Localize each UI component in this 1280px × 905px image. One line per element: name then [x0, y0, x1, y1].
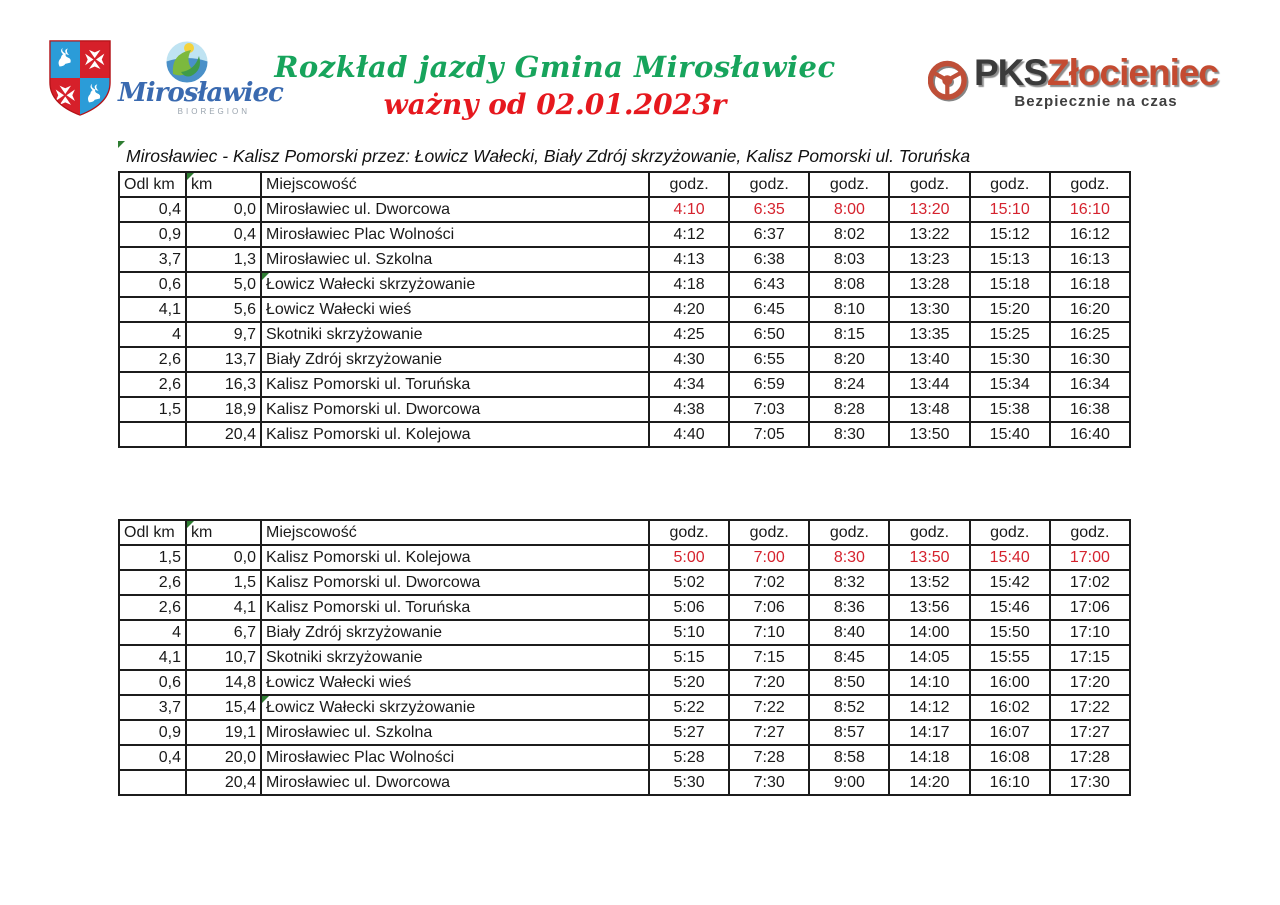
distance-cell: 4 — [119, 620, 186, 645]
stop-name-cell: Kalisz Pomorski ul. Kolejowa — [261, 422, 649, 447]
time-cell: 13:28 — [889, 272, 969, 297]
time-cell: 8:02 — [809, 222, 889, 247]
table-row — [119, 570, 1130, 595]
time-cell: 17:22 — [1050, 695, 1130, 720]
column-header-godz-5: godz. — [970, 172, 1050, 197]
time-cell: 17:15 — [1050, 645, 1130, 670]
km-cell: 9,7 — [186, 322, 261, 347]
time-cell: 4:10 — [649, 197, 729, 222]
time-cell: 7:30 — [729, 770, 809, 795]
stop-name-cell: Mirosławiec ul. Dworcowa — [261, 197, 649, 222]
time-cell: 13:44 — [889, 372, 969, 397]
time-cell: 8:58 — [809, 745, 889, 770]
table-row — [119, 720, 1130, 745]
distance-cell: 2,6 — [119, 372, 186, 397]
timetable-outbound — [118, 171, 1131, 448]
km-cell: 20,4 — [186, 770, 261, 795]
distance-cell: 1,5 — [119, 545, 186, 570]
time-cell: 16:34 — [1050, 372, 1130, 397]
stop-name-cell: Łowicz Wałecki wieś — [261, 297, 649, 322]
stop-name-cell: Kalisz Pomorski ul. Dworcowa — [261, 397, 649, 422]
time-cell: 13:22 — [889, 222, 969, 247]
stop-name-cell: Mirosławiec ul. Dworcowa — [261, 770, 649, 795]
column-header-godz-3: godz. — [809, 520, 889, 545]
distance-cell: 3,7 — [119, 247, 186, 272]
distance-cell: 0,4 — [119, 745, 186, 770]
distance-cell — [119, 422, 186, 447]
time-cell: 8:45 — [809, 645, 889, 670]
time-cell: 15:40 — [970, 545, 1050, 570]
distance-cell: 4 — [119, 322, 186, 347]
time-cell: 7:15 — [729, 645, 809, 670]
comment-marker-icon — [187, 521, 194, 528]
time-cell: 8:03 — [809, 247, 889, 272]
distance-cell: 0,9 — [119, 222, 186, 247]
distance-cell — [119, 770, 186, 795]
time-cell: 4:30 — [649, 347, 729, 372]
time-cell: 16:18 — [1050, 272, 1130, 297]
column-header-km: km — [186, 520, 261, 545]
distance-cell: 4,1 — [119, 645, 186, 670]
distance-cell: 3,7 — [119, 695, 186, 720]
time-cell: 17:27 — [1050, 720, 1130, 745]
stop-name-cell: Kalisz Pomorski ul. Toruńska — [261, 595, 649, 620]
time-cell: 4:25 — [649, 322, 729, 347]
time-cell: 4:18 — [649, 272, 729, 297]
table-row — [119, 670, 1130, 695]
time-cell: 16:38 — [1050, 397, 1130, 422]
time-cell: 17:06 — [1050, 595, 1130, 620]
pks-zlocieniec-logo — [928, 44, 1218, 120]
km-cell: 1,5 — [186, 570, 261, 595]
pks-brand-part2: Złocieniec — [1047, 52, 1218, 93]
time-cell: 15:13 — [970, 247, 1050, 272]
time-cell: 8:10 — [809, 297, 889, 322]
table-row — [119, 197, 1130, 222]
time-cell: 15:34 — [970, 372, 1050, 397]
distance-cell: 4,1 — [119, 297, 186, 322]
table-row — [119, 347, 1130, 372]
km-cell: 15,4 — [186, 695, 261, 720]
time-cell: 16:25 — [1050, 322, 1130, 347]
distance-cell: 0,4 — [119, 197, 186, 222]
time-cell: 8:40 — [809, 620, 889, 645]
column-header-godz-6: godz. — [1050, 172, 1130, 197]
time-cell: 14:20 — [889, 770, 969, 795]
stop-name-cell: Biały Zdrój skrzyżowanie — [261, 347, 649, 372]
time-cell: 5:30 — [649, 770, 729, 795]
pks-brand — [974, 54, 1218, 91]
distance-cell: 1,5 — [119, 397, 186, 422]
time-cell: 4:12 — [649, 222, 729, 247]
time-cell: 17:10 — [1050, 620, 1130, 645]
time-cell: 15:46 — [970, 595, 1050, 620]
table-row — [119, 695, 1130, 720]
time-cell: 8:30 — [809, 545, 889, 570]
time-cell: 15:18 — [970, 272, 1050, 297]
stop-name-cell: Mirosławiec ul. Szkolna — [261, 247, 649, 272]
time-cell: 5:00 — [649, 545, 729, 570]
table-row — [119, 645, 1130, 670]
time-cell: 7:00 — [729, 545, 809, 570]
time-cell: 6:59 — [729, 372, 809, 397]
time-cell: 7:10 — [729, 620, 809, 645]
time-cell: 15:40 — [970, 422, 1050, 447]
time-cell: 16:08 — [970, 745, 1050, 770]
table-row — [119, 297, 1130, 322]
title-line2: ważny od 02.01.2023r — [383, 88, 727, 121]
time-cell: 4:34 — [649, 372, 729, 397]
time-cell: 14:18 — [889, 745, 969, 770]
time-cell: 13:20 — [889, 197, 969, 222]
time-cell: 8:00 — [809, 197, 889, 222]
route-subtitle-text: Mirosławiec - Kalisz Pomorski przez: Łowicz Wałecki, Biały Zdrój skrzyżowanie, Kalisz Pomorski ul. Toruńska — [126, 146, 971, 166]
time-cell: 5:10 — [649, 620, 729, 645]
time-cell: 8:36 — [809, 595, 889, 620]
time-cell: 16:02 — [970, 695, 1050, 720]
time-cell: 13:23 — [889, 247, 969, 272]
km-cell: 0,0 — [186, 197, 261, 222]
miroslawiec-coat-of-arms-icon — [48, 38, 112, 118]
time-cell: 16:10 — [970, 770, 1050, 795]
time-cell: 5:28 — [649, 745, 729, 770]
column-header-godz-6: godz. — [1050, 520, 1130, 545]
time-cell: 13:52 — [889, 570, 969, 595]
table-row — [119, 222, 1130, 247]
time-cell: 8:57 — [809, 720, 889, 745]
time-cell: 14:17 — [889, 720, 969, 745]
table-row — [119, 620, 1130, 645]
time-cell: 15:10 — [970, 197, 1050, 222]
time-cell: 15:25 — [970, 322, 1050, 347]
time-cell: 13:35 — [889, 322, 969, 347]
stop-name-cell: Skotniki skrzyżowanie — [261, 645, 649, 670]
comment-marker-icon — [187, 173, 194, 180]
time-cell: 17:28 — [1050, 745, 1130, 770]
time-cell: 4:13 — [649, 247, 729, 272]
time-cell: 4:20 — [649, 297, 729, 322]
header-row — [119, 520, 1130, 545]
column-header-godz-5: godz. — [970, 520, 1050, 545]
time-cell: 16:30 — [1050, 347, 1130, 372]
time-cell: 16:40 — [1050, 422, 1130, 447]
time-cell: 7:20 — [729, 670, 809, 695]
time-cell: 17:00 — [1050, 545, 1130, 570]
time-cell: 7:06 — [729, 595, 809, 620]
column-header-km: km — [186, 172, 261, 197]
stop-name-cell: Mirosławiec Plac Wolności — [261, 222, 649, 247]
stop-name-cell: Kalisz Pomorski ul. Dworcowa — [261, 570, 649, 595]
time-cell: 15:12 — [970, 222, 1050, 247]
time-cell: 5:15 — [649, 645, 729, 670]
route-subtitle — [118, 141, 1078, 167]
time-cell: 15:50 — [970, 620, 1050, 645]
table-row — [119, 272, 1130, 297]
time-cell: 8:32 — [809, 570, 889, 595]
stop-name-cell: Mirosławiec Plac Wolności — [261, 745, 649, 770]
time-cell: 7:22 — [729, 695, 809, 720]
time-cell: 5:22 — [649, 695, 729, 720]
time-cell: 8:15 — [809, 322, 889, 347]
bioregion-logo — [118, 40, 283, 120]
km-cell: 13,7 — [186, 347, 261, 372]
km-cell: 0,0 — [186, 545, 261, 570]
time-cell: 8:52 — [809, 695, 889, 720]
column-header-godz-4: godz. — [889, 520, 969, 545]
table-row — [119, 247, 1130, 272]
column-header-miejscowosc: Miejscowość — [261, 172, 649, 197]
time-cell: 15:42 — [970, 570, 1050, 595]
column-header-godz-2: godz. — [729, 172, 809, 197]
time-cell: 6:50 — [729, 322, 809, 347]
km-cell: 10,7 — [186, 645, 261, 670]
time-cell: 16:20 — [1050, 297, 1130, 322]
column-header-miejscowosc: Miejscowość — [261, 520, 649, 545]
stop-name-cell: Łowicz Wałecki wieś — [261, 670, 649, 695]
time-cell: 7:27 — [729, 720, 809, 745]
time-cell: 8:28 — [809, 397, 889, 422]
time-cell: 7:28 — [729, 745, 809, 770]
km-cell: 4,1 — [186, 595, 261, 620]
km-cell: 5,0 — [186, 272, 261, 297]
distance-cell: 2,6 — [119, 570, 186, 595]
time-cell: 15:30 — [970, 347, 1050, 372]
time-cell: 13:50 — [889, 545, 969, 570]
time-cell: 5:06 — [649, 595, 729, 620]
distance-cell: 0,6 — [119, 272, 186, 297]
km-cell: 19,1 — [186, 720, 261, 745]
time-cell: 7:03 — [729, 397, 809, 422]
stop-name-cell: Kalisz Pomorski ul. Kolejowa — [261, 545, 649, 570]
time-cell: 8:24 — [809, 372, 889, 397]
column-header-odl-km: Odl km — [119, 520, 186, 545]
column-header-godz-4: godz. — [889, 172, 969, 197]
time-cell: 6:37 — [729, 222, 809, 247]
time-cell: 5:02 — [649, 570, 729, 595]
table-row — [119, 745, 1130, 770]
timetable-return — [118, 519, 1131, 796]
distance-cell: 2,6 — [119, 347, 186, 372]
time-cell: 5:20 — [649, 670, 729, 695]
km-cell: 1,3 — [186, 247, 261, 272]
table-row — [119, 422, 1130, 447]
stop-name-cell: Biały Zdrój skrzyżowanie — [261, 620, 649, 645]
km-cell: 6,7 — [186, 620, 261, 645]
distance-cell: 2,6 — [119, 595, 186, 620]
time-cell: 16:13 — [1050, 247, 1130, 272]
stop-name-cell: Łowicz Wałecki skrzyżowanie — [261, 272, 649, 297]
km-cell: 0,4 — [186, 222, 261, 247]
time-cell: 6:38 — [729, 247, 809, 272]
km-cell: 20,4 — [186, 422, 261, 447]
time-cell: 13:30 — [889, 297, 969, 322]
column-header-godz-3: godz. — [809, 172, 889, 197]
time-cell: 14:00 — [889, 620, 969, 645]
pks-tagline: Bezpiecznie na czas — [1014, 93, 1178, 110]
km-cell: 5,6 — [186, 297, 261, 322]
title-line1: Rozkład jazdy Gmina Mirosławiec — [274, 50, 836, 84]
time-cell: 16:10 — [1050, 197, 1130, 222]
time-cell: 14:10 — [889, 670, 969, 695]
table-row — [119, 322, 1130, 347]
time-cell: 8:08 — [809, 272, 889, 297]
table-row — [119, 545, 1130, 570]
time-cell: 9:00 — [809, 770, 889, 795]
km-cell: 16,3 — [186, 372, 261, 397]
time-cell: 17:02 — [1050, 570, 1130, 595]
time-cell: 14:12 — [889, 695, 969, 720]
time-cell: 17:20 — [1050, 670, 1130, 695]
table-row — [119, 770, 1130, 795]
comment-marker-icon — [262, 696, 269, 703]
table-row — [119, 595, 1130, 620]
distance-cell: 0,6 — [119, 670, 186, 695]
table-row — [119, 397, 1130, 422]
time-cell: 13:40 — [889, 347, 969, 372]
time-cell: 6:45 — [729, 297, 809, 322]
time-cell: 8:30 — [809, 422, 889, 447]
stop-name-cell: Skotniki skrzyżowanie — [261, 322, 649, 347]
time-cell: 6:43 — [729, 272, 809, 297]
bioregion-name: Mirosławiec — [118, 78, 283, 108]
time-cell: 7:02 — [729, 570, 809, 595]
stop-name-cell: Kalisz Pomorski ul. Toruńska — [261, 372, 649, 397]
time-cell: 8:50 — [809, 670, 889, 695]
bioregion-subtitle: BIOREGION — [177, 107, 250, 116]
time-cell: 6:55 — [729, 347, 809, 372]
column-header-odl-km: Odl km — [119, 172, 186, 197]
time-cell: 7:05 — [729, 422, 809, 447]
pks-brand-part1: PKS — [973, 52, 1048, 93]
stop-name-cell: Łowicz Wałecki skrzyżowanie — [261, 695, 649, 720]
table-row — [119, 372, 1130, 397]
time-cell: 16:00 — [970, 670, 1050, 695]
time-cell: 15:20 — [970, 297, 1050, 322]
time-cell: 14:05 — [889, 645, 969, 670]
column-header-godz-2: godz. — [729, 520, 809, 545]
time-cell: 4:40 — [649, 422, 729, 447]
km-cell: 18,9 — [186, 397, 261, 422]
time-cell: 13:50 — [889, 422, 969, 447]
comment-marker-icon — [118, 141, 125, 148]
header-row — [119, 172, 1130, 197]
time-cell: 17:30 — [1050, 770, 1130, 795]
time-cell: 5:27 — [649, 720, 729, 745]
time-cell: 4:38 — [649, 397, 729, 422]
steering-wheel-icon — [928, 44, 970, 120]
time-cell: 13:56 — [889, 595, 969, 620]
time-cell: 16:12 — [1050, 222, 1130, 247]
time-cell: 15:55 — [970, 645, 1050, 670]
column-header-godz-1: godz. — [649, 520, 729, 545]
column-header-godz-1: godz. — [649, 172, 729, 197]
page-title — [270, 50, 840, 121]
time-cell: 16:07 — [970, 720, 1050, 745]
time-cell: 13:48 — [889, 397, 969, 422]
comment-marker-icon — [262, 273, 269, 280]
time-cell: 8:20 — [809, 347, 889, 372]
time-cell: 6:35 — [729, 197, 809, 222]
km-cell: 20,0 — [186, 745, 261, 770]
stop-name-cell: Mirosławiec ul. Szkolna — [261, 720, 649, 745]
time-cell: 15:38 — [970, 397, 1050, 422]
distance-cell: 0,9 — [119, 720, 186, 745]
km-cell: 14,8 — [186, 670, 261, 695]
